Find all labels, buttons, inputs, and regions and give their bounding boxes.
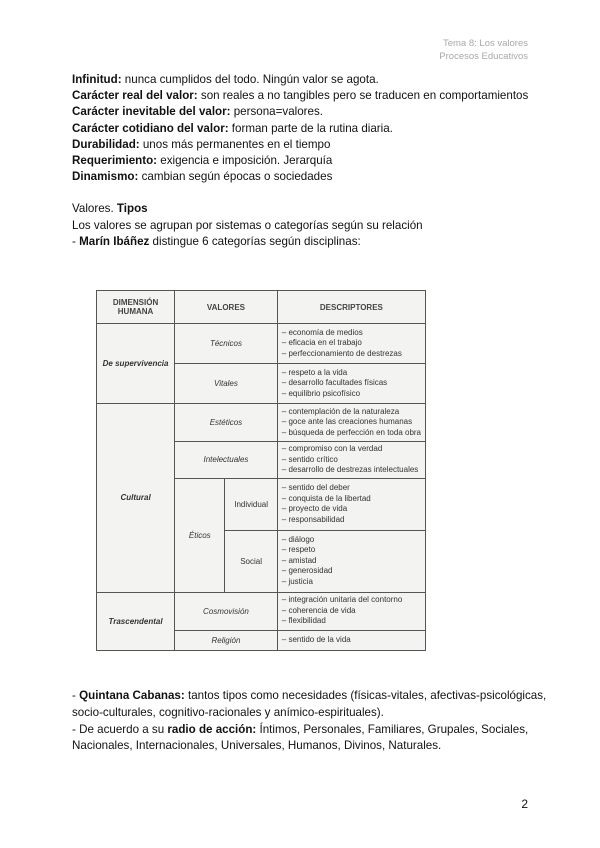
dim-supervivencia: De supervivencia (97, 324, 175, 404)
desc-religion: – sentido de la vida (277, 630, 425, 650)
radio-line-2: Nacionales, Internacionales, Universales, Humanos, Divinos, Naturales. (72, 739, 442, 753)
section-intro: Los valores se agrupan por sistemas o categorías según su relación (72, 218, 423, 232)
characteristics-section (72, 72, 532, 250)
desc-individual: – sentido del deber – conquista de la libertad – proyecto de vida – responsabilidad (277, 478, 425, 530)
header-valores: VALORES (175, 291, 278, 324)
desc-vitales: – respeto a la vida – desarrollo facultades físicas – equilibrio psicofísico (277, 364, 425, 404)
section-title: Valores. Tipos (72, 202, 148, 216)
values-table-image (96, 290, 426, 650)
characteristic-line: Carácter real del valor: son reales a no tangibles pero se traducen en comportamientos (72, 89, 529, 103)
characteristic-line: Requerimiento: exigencia e imposición. Jerarquía (72, 154, 333, 168)
page-header (439, 37, 528, 63)
bottom-section (72, 688, 547, 755)
characteristic-line: Carácter inevitable del valor: persona=valores. (72, 105, 323, 119)
val-intelectuales: Intelectuales (175, 442, 278, 479)
desc-esteticos: – contemplación de la naturaleza – goce ante las creaciones humanas – búsqueda de perfección en toda obra (277, 404, 425, 442)
dim-trascendental: Trascendental (97, 592, 175, 650)
val-cosmovision: Cosmovisión (175, 592, 278, 630)
characteristic-line: Carácter cotidiano del valor: forman parte de la rutina diaria. (72, 121, 393, 135)
characteristic-line: Dinamismo: cambian según épocas o sociedades (72, 170, 333, 184)
marin-line: - Marín Ibáñez distingue 6 categorías según disciplinas: (72, 234, 361, 248)
page-number: 2 (521, 797, 528, 811)
radio-line-1: - De acuerdo a su radio de acción: Íntimos, Personales, Familiares, Grupales, Sociales, (72, 722, 529, 736)
val-religion: Religión (175, 630, 278, 650)
val-tecnicos: Técnicos (175, 324, 278, 364)
quintana-line-2: socio-culturales, cognitivo-racionales y anímico-espirituales). (72, 705, 384, 719)
sub-social: Social (225, 530, 277, 592)
quintana-line-1: - Quintana Cabanas: tantos tipos como necesidades (físicas-vitales, afectivas-psicológicas, (72, 689, 547, 702)
dim-cultural: Cultural (97, 404, 175, 593)
characteristic-line: Infinitud: nunca cumplidos del todo. Ningún valor se agota. (72, 73, 379, 86)
desc-intelectuales: – compromiso con la verdad – sentido crítico – desarrollo de destrezas intelectuales (277, 442, 425, 479)
desc-tecnicos: – economía de medios – eficacia en el trabajo – perfeccionamiento de destrezas (277, 324, 425, 364)
header-topic: Tema 8: Los valores (442, 38, 528, 49)
sub-individual: Individual (225, 478, 277, 530)
header-descriptores: DESCRIPTORES (277, 291, 425, 324)
characteristic-line: Durabilidad: unos más permanentes en el tiempo (72, 137, 331, 151)
val-esteticos: Estéticos (175, 404, 278, 442)
desc-social: – diálogo – respeto – amistad – generosidad – justicia (277, 530, 425, 592)
header-course: Procesos Educativos (439, 51, 528, 62)
header-dimension: DIMENSIÓN HUMANA (97, 291, 175, 324)
val-vitales: Vitales (175, 364, 278, 404)
val-eticos: Éticos (175, 478, 225, 592)
desc-cosmovision: – integración unitaria del contorno – coherencia de vida – flexibilidad (277, 592, 425, 630)
values-table (96, 290, 426, 651)
